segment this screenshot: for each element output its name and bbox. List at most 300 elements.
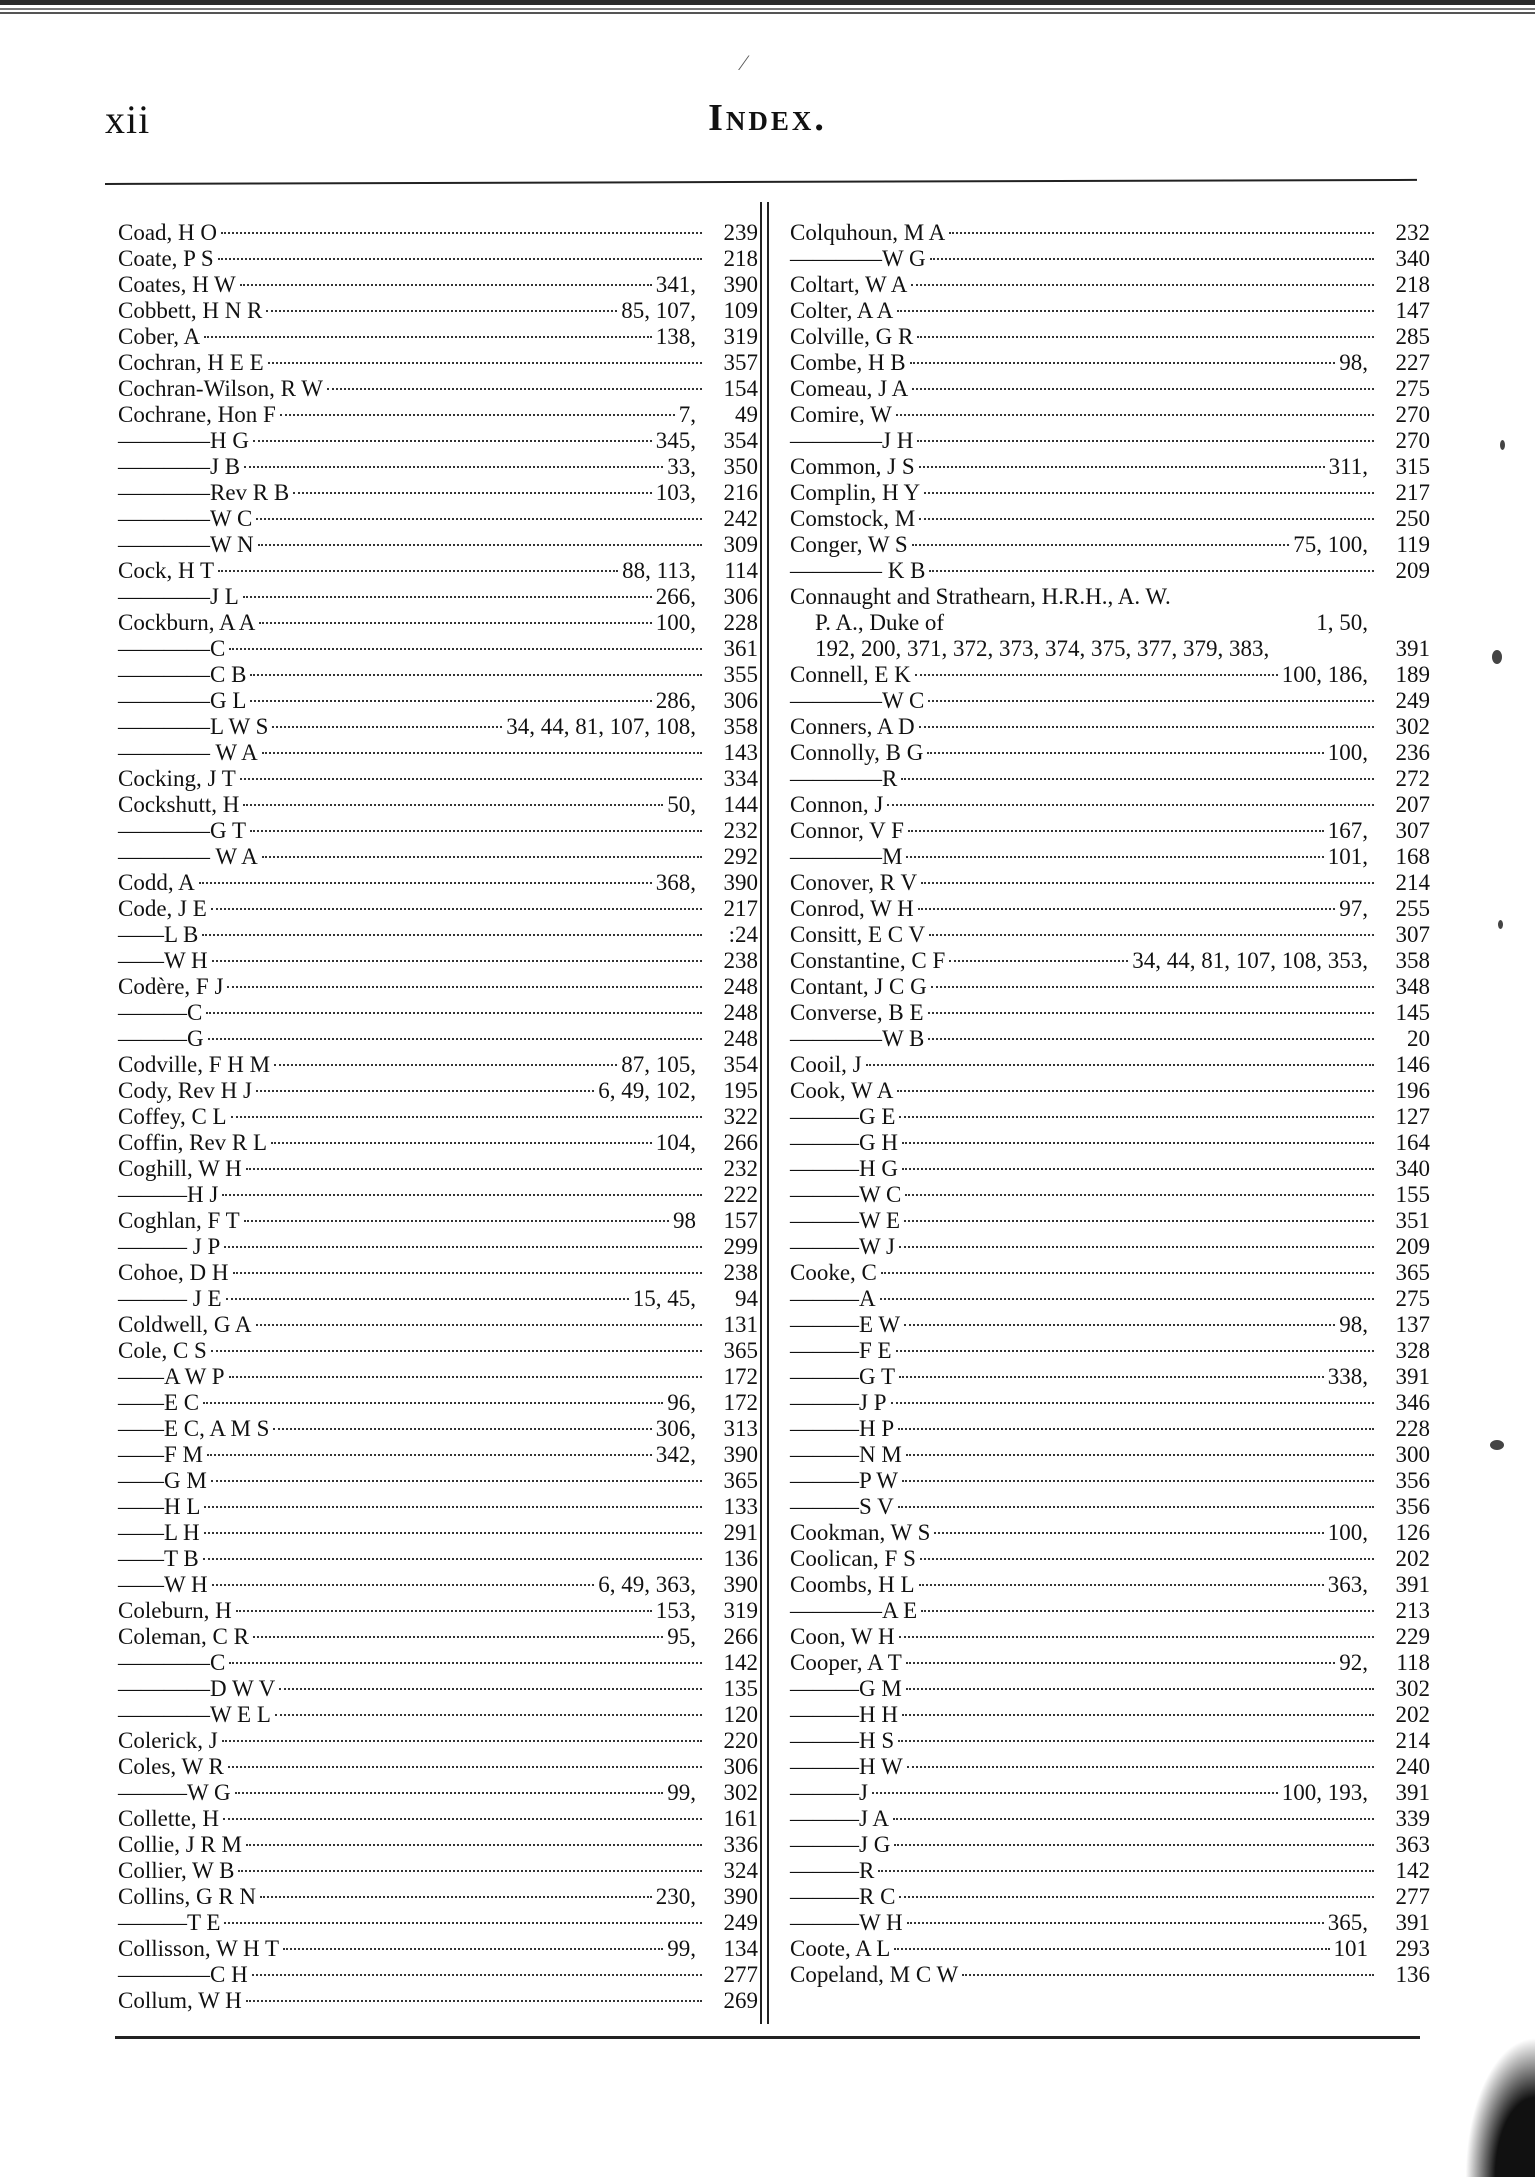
column-divider-right xyxy=(767,202,769,2024)
dot-leader xyxy=(896,1350,1374,1352)
entry-name: Coleman, C R xyxy=(118,1624,249,1649)
entry-extra-pages: 101, xyxy=(1327,844,1368,869)
entry-page-number: 391 xyxy=(1395,636,1430,661)
dot-leader xyxy=(266,310,617,312)
dot-leader xyxy=(911,284,1374,286)
entry-name: ————W E L xyxy=(118,1702,271,1727)
index-entry xyxy=(790,376,1430,402)
dot-leader xyxy=(899,1896,1374,1898)
dot-leader xyxy=(891,1402,1375,1404)
dot-leader xyxy=(211,1480,702,1482)
entry-page-number: 126 xyxy=(1395,1520,1430,1545)
entry-extra-pages: 100, 193, xyxy=(1281,1780,1368,1805)
entry-name: ———G T xyxy=(790,1364,895,1389)
entry-extra-pages: 7, xyxy=(678,402,696,427)
entry-name: ———T E xyxy=(118,1910,221,1935)
index-entry xyxy=(790,1286,1430,1312)
index-entry xyxy=(118,1000,758,1026)
index-entry xyxy=(118,1728,758,1754)
entry-page-number: 218 xyxy=(1395,272,1430,297)
dot-leader xyxy=(906,1662,1336,1664)
entry-extra-pages: 98, xyxy=(1339,350,1368,375)
dot-leader xyxy=(921,1610,1374,1612)
dot-leader xyxy=(929,570,1374,572)
entry-page-number: 242 xyxy=(723,506,758,531)
header-rule xyxy=(105,179,1417,185)
entry-page-number: 172 xyxy=(723,1390,758,1415)
entry-extra-pages: 34, 44, 81, 107, 108, xyxy=(506,714,696,739)
entry-name: ——F M xyxy=(118,1442,203,1467)
dot-leader xyxy=(293,492,652,494)
entry-name: Coombs, H L xyxy=(790,1572,915,1597)
entry-page-number: 137 xyxy=(1395,1312,1430,1337)
entry-name: Cockshutt, H xyxy=(118,792,240,817)
entry-extra-pages: 365, xyxy=(1327,1910,1368,1935)
entry-name: ———H P xyxy=(790,1416,895,1441)
index-entry xyxy=(118,1520,758,1546)
dot-leader xyxy=(222,1194,702,1196)
index-entry xyxy=(118,844,758,870)
index-entry xyxy=(118,402,758,428)
dot-leader xyxy=(280,414,675,416)
dot-leader xyxy=(902,1142,1374,1144)
entry-name: Codère, F J xyxy=(118,974,224,999)
index-entry xyxy=(790,1624,1430,1650)
entry-name: Connon, J xyxy=(790,792,884,817)
dot-leader xyxy=(901,778,1374,780)
entry-page-number: 119 xyxy=(1396,532,1430,557)
entry-page-number: 356 xyxy=(1395,1468,1430,1493)
dot-leader xyxy=(238,1870,702,1872)
index-entry xyxy=(118,610,758,636)
entry-page-number: 202 xyxy=(1395,1702,1430,1727)
dot-leader xyxy=(250,674,702,676)
entry-name: Coghlan, F T xyxy=(118,1208,240,1233)
dot-leader xyxy=(898,1506,1374,1508)
dot-leader xyxy=(902,1168,1374,1170)
index-entry xyxy=(790,1078,1430,1104)
index-entry xyxy=(118,1780,758,1806)
dot-leader xyxy=(224,1246,702,1248)
entry-page-number: 275 xyxy=(1395,376,1430,401)
index-entry xyxy=(118,1338,758,1364)
dot-leader xyxy=(258,544,702,546)
entry-page-number: 168 xyxy=(1395,844,1430,869)
dot-leader xyxy=(921,882,1374,884)
entry-name: ————Rev R B xyxy=(118,480,290,505)
index-entry xyxy=(118,1546,758,1572)
index-entry xyxy=(790,1962,1430,1988)
dot-leader xyxy=(204,336,652,338)
entry-name: ———P W xyxy=(790,1468,898,1493)
entry-name: Conners, A D xyxy=(790,714,915,739)
top-border-rule xyxy=(0,0,1535,16)
entry-page-number: 358 xyxy=(1395,948,1430,973)
entry-page-number: 270 xyxy=(1395,402,1430,427)
entry-name: Cody, Rev H J xyxy=(118,1078,252,1103)
entry-extra-pages: 167, xyxy=(1327,818,1368,843)
index-entry xyxy=(790,922,1430,948)
index-entry xyxy=(790,1702,1430,1728)
index-entry xyxy=(118,246,758,272)
entry-page-number: 114 xyxy=(724,558,758,583)
entry-page-number: 391 xyxy=(1395,1572,1430,1597)
index-entry xyxy=(118,584,758,610)
index-entry xyxy=(118,480,758,506)
dot-leader xyxy=(894,1948,1329,1950)
index-entry xyxy=(790,1494,1430,1520)
index-entry xyxy=(118,506,758,532)
entry-page-number: 391 xyxy=(1395,1780,1430,1805)
entry-name: ————C xyxy=(118,1650,226,1675)
index-entry xyxy=(790,1468,1430,1494)
entry-page-number: 238 xyxy=(723,948,758,973)
entry-page-number: 232 xyxy=(723,1156,758,1181)
entry-name: ———J xyxy=(790,1780,868,1805)
index-entry xyxy=(118,974,758,1000)
index-entry xyxy=(790,740,1430,766)
dot-leader xyxy=(283,1948,663,1950)
entry-extra-pages: 33, xyxy=(667,454,696,479)
entry-page-number: 275 xyxy=(1395,1286,1430,1311)
entry-page-number: 250 xyxy=(1395,506,1430,531)
index-entry xyxy=(118,1676,758,1702)
dot-leader xyxy=(204,1532,702,1534)
index-entry xyxy=(790,1416,1430,1442)
entry-name: Common, J S xyxy=(790,454,915,479)
entry-page-number: 249 xyxy=(1395,688,1430,713)
entry-page-number: 309 xyxy=(723,532,758,557)
dot-leader xyxy=(246,2000,702,2002)
index-entry xyxy=(790,1364,1430,1390)
entry-page-number: 134 xyxy=(723,1936,758,1961)
index-entry xyxy=(118,1312,758,1338)
entry-name: ——L B xyxy=(118,922,199,947)
entry-name: Copeland, M C W xyxy=(790,1962,959,1987)
entry-name: Connor, V F xyxy=(790,818,904,843)
index-entry xyxy=(118,1650,758,1676)
entry-page-number: 145 xyxy=(1395,1000,1430,1025)
entry-name: ———W G xyxy=(118,1780,231,1805)
entry-extra-pages: 338, xyxy=(1327,1364,1368,1389)
dot-leader xyxy=(904,1324,1335,1326)
entry-name: Codville, F H M xyxy=(118,1052,271,1077)
entry-page-number: 232 xyxy=(723,818,758,843)
entry-extra-pages: 98 xyxy=(673,1208,696,1233)
entry-name: Conover, R V xyxy=(790,870,918,895)
entry-extra-pages: 103, xyxy=(655,480,696,505)
entry-page-number: 161 xyxy=(723,1806,758,1831)
entry-name: ————J B xyxy=(118,454,241,479)
entry-name: ———W H xyxy=(790,1910,903,1935)
dot-leader xyxy=(229,648,702,650)
entry-page-number: 292 xyxy=(723,844,758,869)
entry-name: Coates, H W xyxy=(118,272,236,297)
entry-page-number: 127 xyxy=(1395,1104,1430,1129)
entry-name: Coote, A L xyxy=(790,1936,891,1961)
index-entry xyxy=(118,220,758,246)
entry-page-number: 228 xyxy=(1395,1416,1430,1441)
entry-page-number: 236 xyxy=(1395,740,1430,765)
page-title: Index. xyxy=(708,97,827,139)
entry-name: Cochrane, Hon F xyxy=(118,402,276,427)
index-entry xyxy=(790,896,1430,922)
entry-name: Cole, C S xyxy=(118,1338,207,1363)
entry-name: ————W B xyxy=(790,1026,925,1051)
index-entry xyxy=(790,272,1430,298)
dot-leader xyxy=(233,1272,702,1274)
entry-page-number: 313 xyxy=(723,1416,758,1441)
dot-leader xyxy=(907,1922,1324,1924)
dot-leader xyxy=(256,1324,702,1326)
index-entry xyxy=(118,636,758,662)
entry-page-number: 390 xyxy=(723,1572,758,1597)
entry-page-number: 306 xyxy=(723,688,758,713)
index-entry xyxy=(118,1936,758,1962)
dot-leader xyxy=(246,1844,702,1846)
dot-leader xyxy=(244,1220,669,1222)
index-entry xyxy=(118,766,758,792)
dot-leader xyxy=(327,388,702,390)
entry-name: ——W H xyxy=(118,948,208,973)
entry-page-number: 109 xyxy=(723,298,758,323)
pencil-mark: ⁄ xyxy=(742,50,746,75)
dot-leader xyxy=(246,1168,702,1170)
dot-leader xyxy=(899,1636,1374,1638)
index-entry xyxy=(790,1728,1430,1754)
entry-page-number: 249 xyxy=(723,1910,758,1935)
entry-name: ————M xyxy=(790,844,903,869)
index-entry xyxy=(790,1052,1430,1078)
entry-extra-pages: 100, 186, xyxy=(1281,662,1368,687)
entry-page-number: 319 xyxy=(723,324,758,349)
dot-leader xyxy=(206,1012,702,1014)
entry-name: ———F E xyxy=(790,1338,892,1363)
entry-name: ——W H xyxy=(118,1572,208,1597)
dot-leader xyxy=(222,1740,702,1742)
dot-leader xyxy=(912,544,1290,546)
entry-page-number: 20 xyxy=(1407,1026,1430,1051)
index-entry xyxy=(790,792,1430,818)
entry-page-number: 240 xyxy=(1395,1754,1430,1779)
entry-extra-pages: 34, 44, 81, 107, 108, 353, xyxy=(1132,948,1368,973)
dot-leader xyxy=(917,336,1374,338)
entry-page-number: 217 xyxy=(723,896,758,921)
entry-page-number: 136 xyxy=(1395,1962,1430,1987)
entry-page-number: 218 xyxy=(723,246,758,271)
dot-leader xyxy=(231,1116,702,1118)
entry-extra-pages: 153, xyxy=(655,1598,696,1623)
entry-page-number: 238 xyxy=(723,1260,758,1285)
entry-name: ————R xyxy=(790,766,898,791)
dot-leader xyxy=(221,232,702,234)
entry-name: Code, J E xyxy=(118,896,207,921)
index-entry xyxy=(118,298,758,324)
entry-extra-pages: 100, xyxy=(1327,740,1368,765)
entry-name: Collette, H xyxy=(118,1806,219,1831)
index-entry xyxy=(118,1884,758,1910)
entry-page-number: 339 xyxy=(1395,1806,1430,1831)
dot-leader xyxy=(893,1818,1374,1820)
entry-name: Connaught and Strathearn, H.R.H., A. W. xyxy=(790,584,1171,609)
index-entry xyxy=(790,1182,1430,1208)
dot-leader xyxy=(229,1662,702,1664)
entry-name: ———J A xyxy=(790,1806,890,1831)
entry-page-number: 322 xyxy=(723,1104,758,1129)
entry-page-number: 391 xyxy=(1395,1364,1430,1389)
entry-extra-pages: 101 xyxy=(1333,1936,1368,1961)
entry-page-number: 157 xyxy=(723,1208,758,1233)
entry-page-number: 299 xyxy=(723,1234,758,1259)
entry-name: ————W G xyxy=(790,246,926,271)
index-entry xyxy=(790,1208,1430,1234)
index-entry xyxy=(790,402,1430,428)
index-entry xyxy=(790,1546,1430,1572)
entry-name: ———— K B xyxy=(790,558,926,583)
index-entry xyxy=(790,1026,1430,1052)
dot-leader xyxy=(928,1038,1374,1040)
entry-name: ———W J xyxy=(790,1234,895,1259)
index-entry xyxy=(118,1468,758,1494)
entry-extra-pages: 286, xyxy=(655,688,696,713)
scan-speck xyxy=(1498,920,1503,929)
entry-name: ————W C xyxy=(790,688,925,713)
entry-name: ———S V xyxy=(790,1494,894,1519)
index-entry xyxy=(790,1442,1430,1468)
entry-page-number: 248 xyxy=(723,1000,758,1025)
entry-name: ——— J P xyxy=(118,1234,221,1259)
entry-page-number: 213 xyxy=(1395,1598,1430,1623)
footer-rule xyxy=(115,2036,1420,2039)
index-entry xyxy=(790,454,1430,480)
entry-name: ————C xyxy=(118,636,226,661)
entry-name: Colter, A A xyxy=(790,298,894,323)
index-entry xyxy=(790,1156,1430,1182)
entry-page-number: 214 xyxy=(1395,870,1430,895)
dot-leader xyxy=(203,1558,702,1560)
entry-name: Colville, G R xyxy=(790,324,914,349)
entry-page-number: 357 xyxy=(723,350,758,375)
entry-extra-pages: 1, 50, xyxy=(1316,610,1368,635)
index-entry xyxy=(118,1286,758,1312)
index-entry xyxy=(118,350,758,376)
dot-leader xyxy=(250,700,651,702)
entry-name: Conrod, W H xyxy=(790,896,914,921)
entry-page-number: 277 xyxy=(723,1962,758,1987)
entry-page-number: 272 xyxy=(1395,766,1430,791)
entry-page-number: 248 xyxy=(723,1026,758,1051)
index-entry xyxy=(790,844,1430,870)
entry-name: 192, 200, 371, 372, 373, 374, 375, 377, 379, 383, xyxy=(815,636,1270,661)
entry-name: ———R xyxy=(790,1858,875,1883)
entry-name: Colquhoun, M A xyxy=(790,220,946,245)
dot-leader xyxy=(259,622,651,624)
entry-name: Collins, G R N xyxy=(118,1884,257,1909)
entry-extra-pages: 345, xyxy=(655,428,696,453)
entry-page-number: 143 xyxy=(723,740,758,765)
entry-page-number: 340 xyxy=(1395,246,1430,271)
index-entry xyxy=(790,766,1430,792)
entry-extra-pages: 92, xyxy=(1339,1650,1368,1675)
entry-name: Connell, E K xyxy=(790,662,911,687)
entry-name: ——G M xyxy=(118,1468,207,1493)
index-entry xyxy=(790,298,1430,324)
index-entry xyxy=(118,1624,758,1650)
entry-name: Coleburn, H xyxy=(118,1598,232,1623)
page-number: xii xyxy=(105,97,151,142)
entry-extra-pages: 266, xyxy=(655,584,696,609)
index-entry xyxy=(118,1572,758,1598)
index-entry xyxy=(118,714,758,740)
entry-page-number: 147 xyxy=(1395,298,1430,323)
scan-speck xyxy=(1500,440,1505,450)
scan-speck xyxy=(1490,1440,1504,1450)
dot-leader xyxy=(899,1116,1374,1118)
entry-page-number: 277 xyxy=(1395,1884,1430,1909)
dot-leader xyxy=(934,1532,1323,1534)
index-entry xyxy=(790,1754,1430,1780)
dot-leader xyxy=(872,1792,1278,1794)
entry-name: Coon, W H xyxy=(790,1624,895,1649)
index-entry xyxy=(790,1390,1430,1416)
entry-extra-pages: 100, xyxy=(1327,1520,1368,1545)
entry-extra-pages: 104, xyxy=(655,1130,696,1155)
dot-leader xyxy=(898,1740,1374,1742)
dot-leader xyxy=(262,856,702,858)
entry-name: ———H W xyxy=(790,1754,903,1779)
index-entry xyxy=(118,1442,758,1468)
entry-page-number: 220 xyxy=(723,1728,758,1753)
entry-page-number: 302 xyxy=(1395,714,1430,739)
entry-page-number: 300 xyxy=(1395,1442,1430,1467)
index-entry xyxy=(790,636,1430,662)
entry-page-number: 354 xyxy=(723,428,758,453)
dot-leader xyxy=(243,804,663,806)
index-entry xyxy=(790,714,1430,740)
entry-page-number: 133 xyxy=(723,1494,758,1519)
dot-leader xyxy=(919,1584,1324,1586)
dot-leader xyxy=(904,1220,1374,1222)
index-entry xyxy=(118,1260,758,1286)
dot-leader xyxy=(243,596,652,598)
entry-page-number: 336 xyxy=(723,1832,758,1857)
dot-leader xyxy=(229,1376,702,1378)
index-entry xyxy=(118,1156,758,1182)
entry-name: Cooil, J xyxy=(790,1052,862,1077)
dot-leader xyxy=(915,674,1278,676)
index-entry xyxy=(790,974,1430,1000)
entry-name: Cochran-Wilson, R W xyxy=(118,376,323,401)
entry-name: ——T B xyxy=(118,1546,199,1571)
scan-speck xyxy=(1492,650,1502,664)
entry-page-number: 390 xyxy=(723,1442,758,1467)
index-entry xyxy=(790,1676,1430,1702)
entry-name: Converse, B E xyxy=(790,1000,924,1025)
entry-page-number: 227 xyxy=(1395,350,1430,375)
entry-extra-pages: 87, 105, xyxy=(621,1052,696,1077)
dot-leader xyxy=(917,440,1374,442)
dot-leader xyxy=(912,388,1374,390)
entry-page-number: 118 xyxy=(1396,1650,1430,1675)
dot-leader xyxy=(273,1428,651,1430)
dot-leader xyxy=(920,1558,1374,1560)
dot-leader xyxy=(949,232,1374,234)
entry-page-number: 390 xyxy=(723,870,758,895)
entry-page-number: 350 xyxy=(723,454,758,479)
index-entry xyxy=(118,1364,758,1390)
index-entry xyxy=(118,272,758,298)
index-entry xyxy=(790,688,1430,714)
